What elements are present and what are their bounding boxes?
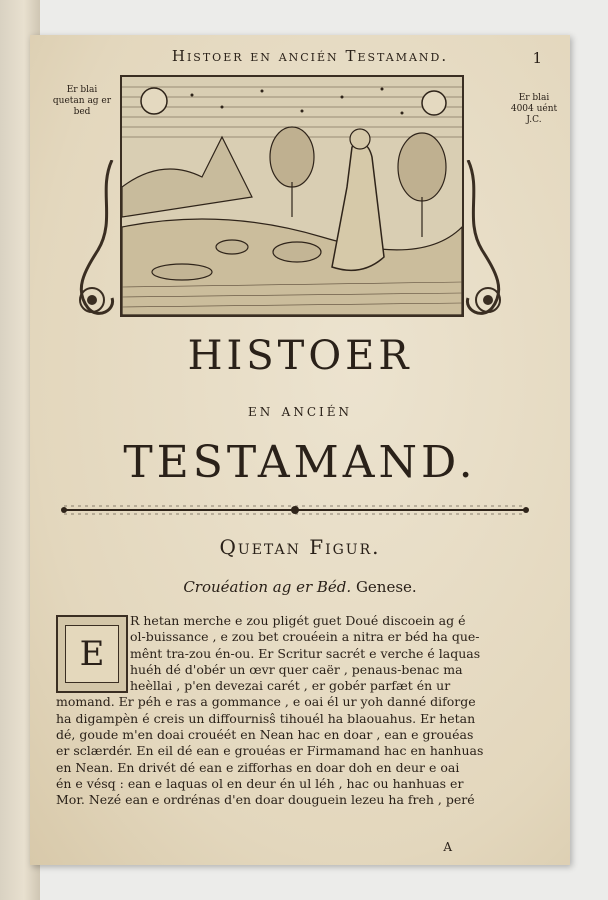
body-line: heèllai , p'en devezai carét , er gobér parfæt én ur — [130, 678, 451, 694]
body-line: mênt tra-zou én-ou. Er Scritur sacrét e verche é laquas — [130, 645, 481, 661]
margin-note-left: Er blai quetan ag er bed — [52, 85, 112, 117]
subtitle-italic: Crouéation ag er Béd. — [183, 578, 352, 596]
body-line: én e vésq : ean e laquas ol en deur én ul léh , hac ou hanhuas er — [56, 775, 464, 791]
body-line: ol-buissance , e zou bet crouéein a nitra er béd ha que- — [130, 629, 480, 645]
chapter-subtitle — [30, 578, 570, 596]
ornamental-rule-divider — [60, 503, 530, 517]
body-line: en Nean. En drivét dé ean e zifforhas en doar doh en deur e oai — [56, 759, 460, 775]
book-title-main: HISTOER — [187, 333, 413, 379]
drop-cap-letter: E — [65, 625, 119, 683]
book-page — [30, 35, 570, 865]
catchword: A — [443, 840, 452, 854]
body-line: er sclærdér. En eil dé ean e grouéas er Firmamand hac en hanhuas — [56, 743, 484, 759]
creation-woodcut-illustration — [120, 75, 464, 317]
scroll-ornament-left-icon — [68, 160, 122, 320]
chapter-title: Quetan Figur. — [219, 535, 381, 559]
body-line: Mor. Nezé ean e ordrénas d'en doar douguein lezeu ha freh , peré — [56, 792, 475, 808]
body-line: huéh dé d'obér un œvr quer caër , penaus-benac ma — [130, 661, 463, 677]
subtitle-book: Genese. — [355, 578, 417, 596]
body-line: ha digampèn é creis un diffournisŝ tihouél ha blaouahus. Er hetan — [56, 710, 476, 726]
body-line: momand. Er péh e ras a gommance , e oai él ur yoh danné diforge — [56, 694, 476, 710]
body-text — [56, 613, 552, 809]
running-head: Histoer en ancién Testamand. — [171, 47, 449, 65]
margin-note-right: Er blai 4004 uént J.C. — [510, 93, 558, 125]
page-number: 1 — [532, 49, 542, 67]
body-line: dé, goude m'en doai crouéét en Nean hac en doar , ean e grouéas — [56, 727, 474, 743]
body-line: R hetan merche e zou pligét guet Doué discoein ag é — [130, 613, 466, 628]
book-title-testamand: TESTAMAND. — [123, 437, 477, 488]
scroll-ornament-right-icon — [458, 160, 512, 320]
book-title-middle: en ancién — [247, 401, 352, 421]
